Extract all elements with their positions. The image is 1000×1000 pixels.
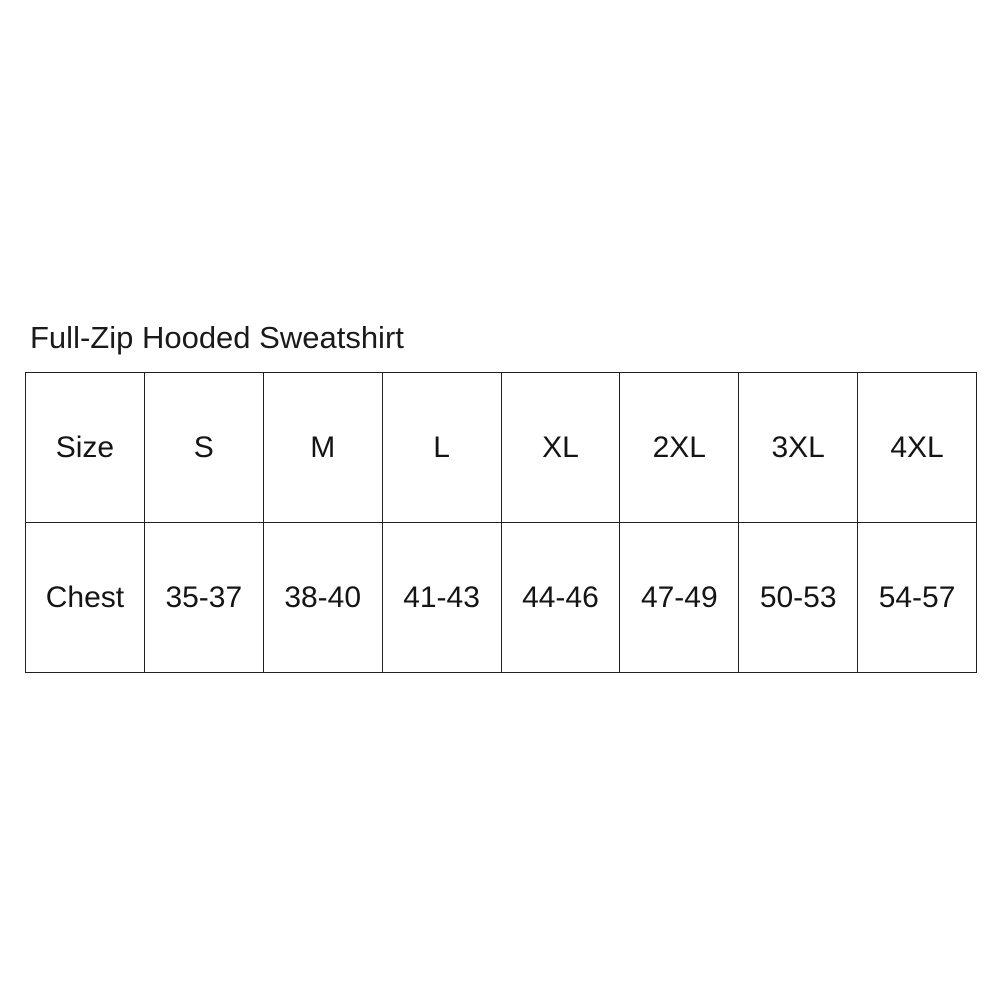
size-cell-xl: XL bbox=[501, 373, 620, 523]
size-cell-m: M bbox=[263, 373, 382, 523]
size-cell-4xl: 4XL bbox=[858, 373, 977, 523]
chest-cell-3xl: 50-53 bbox=[739, 523, 858, 673]
chest-cell-m: 38-40 bbox=[263, 523, 382, 673]
size-cell-l: L bbox=[382, 373, 501, 523]
size-row-label-cell: Size bbox=[26, 373, 145, 523]
chest-cell-4xl: 54-57 bbox=[858, 523, 977, 673]
page-title: Full-Zip Hooded Sweatshirt bbox=[30, 320, 404, 355]
table-row-chest bbox=[26, 523, 977, 673]
size-chart-table bbox=[25, 372, 977, 673]
chest-cell-s: 35-37 bbox=[144, 523, 263, 673]
size-cell-2xl: 2XL bbox=[620, 373, 739, 523]
table-row-sizes bbox=[26, 373, 977, 523]
chest-cell-xl: 44-46 bbox=[501, 523, 620, 673]
size-cell-3xl: 3XL bbox=[739, 373, 858, 523]
chest-cell-2xl: 47-49 bbox=[620, 523, 739, 673]
size-cell-s: S bbox=[144, 373, 263, 523]
chest-row-label-cell: Chest bbox=[26, 523, 145, 673]
chest-cell-l: 41-43 bbox=[382, 523, 501, 673]
